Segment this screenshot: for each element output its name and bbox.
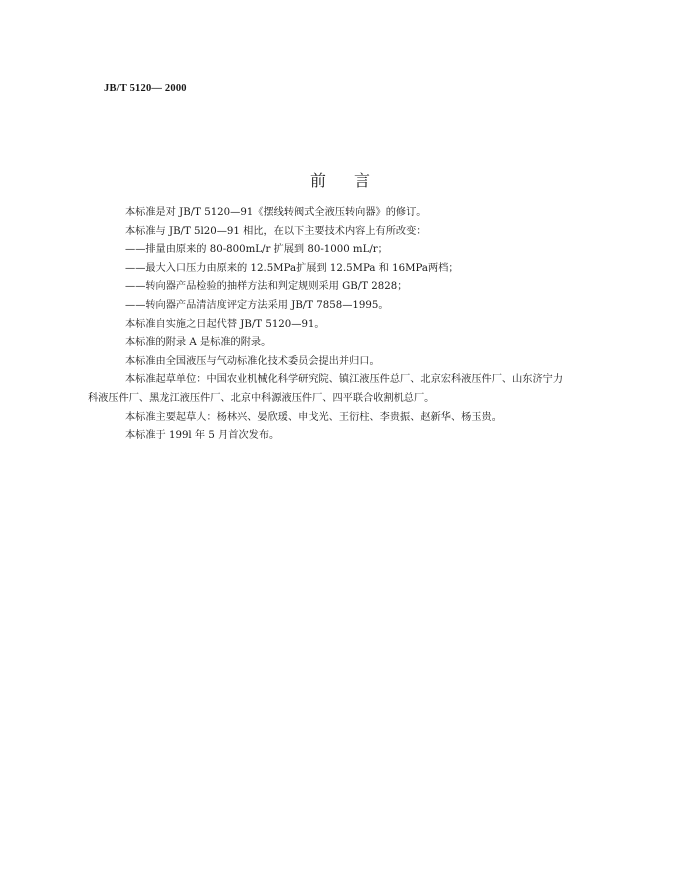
paragraph-first-published: 本标准于 199l 年 5 月首次发布。 bbox=[125, 430, 280, 442]
paragraph-changes-intro: 本标准与 JB/T 5l20—91 相比，在以下主要技术内容上有所改变： bbox=[125, 225, 427, 237]
paragraph-proposed-by: 本标准由全国液压与气动标准化技术委员会提出并归口。 bbox=[125, 355, 380, 367]
drafting-units-line-2: 科液压件厂、黑龙江液压件厂、北京中科源液压件厂、四平联合收割机总厂。 bbox=[88, 392, 435, 404]
paragraph-change-pressure: ——最大入口压力由原来的 12.5MPa扩展到 12.5MPa 和 16MPa两档； bbox=[125, 262, 459, 274]
drafting-units-line-1: 本标准起草单位：中国农业机械化科学研究院、镇江液压件总厂、北京宏科液压件厂、山东济宁力 bbox=[125, 374, 564, 386]
paragraph-appendix: 本标准的附录 A 是标准的附录。 bbox=[125, 337, 272, 349]
paragraph-change-displacement: ——排量由原来的 80-800mL/r 扩展到 80-1000 mL/r； bbox=[125, 244, 388, 256]
foreword-body bbox=[88, 204, 604, 446]
paragraph-supersedes: 本标准自实施之日起代替 JB/T 5120—91。 bbox=[125, 318, 325, 330]
paragraph-main-drafters: 本标准主要起草人：杨林兴、晏欣瑗、申戈光、王衍柱、李贵振、赵新华、杨玉贵。 bbox=[125, 411, 502, 423]
paragraph-change-cleanliness: ——转向器产品清洁度评定方法采用 JB/T 7858—1995。 bbox=[125, 299, 389, 311]
page-title: 前言 bbox=[309, 171, 398, 190]
paragraph-revision-note: 本标准是对 JB/T 5120—91《摆线转阀式全液压转向器》的修订。 bbox=[125, 207, 427, 218]
paragraph-change-sampling: ——转向器产品检验的抽样方法和判定规则采用 GB/T 2828； bbox=[125, 281, 408, 293]
standard-code: JB/T 5120— 2000 bbox=[104, 83, 187, 94]
paragraph-drafting-units bbox=[88, 371, 604, 408]
